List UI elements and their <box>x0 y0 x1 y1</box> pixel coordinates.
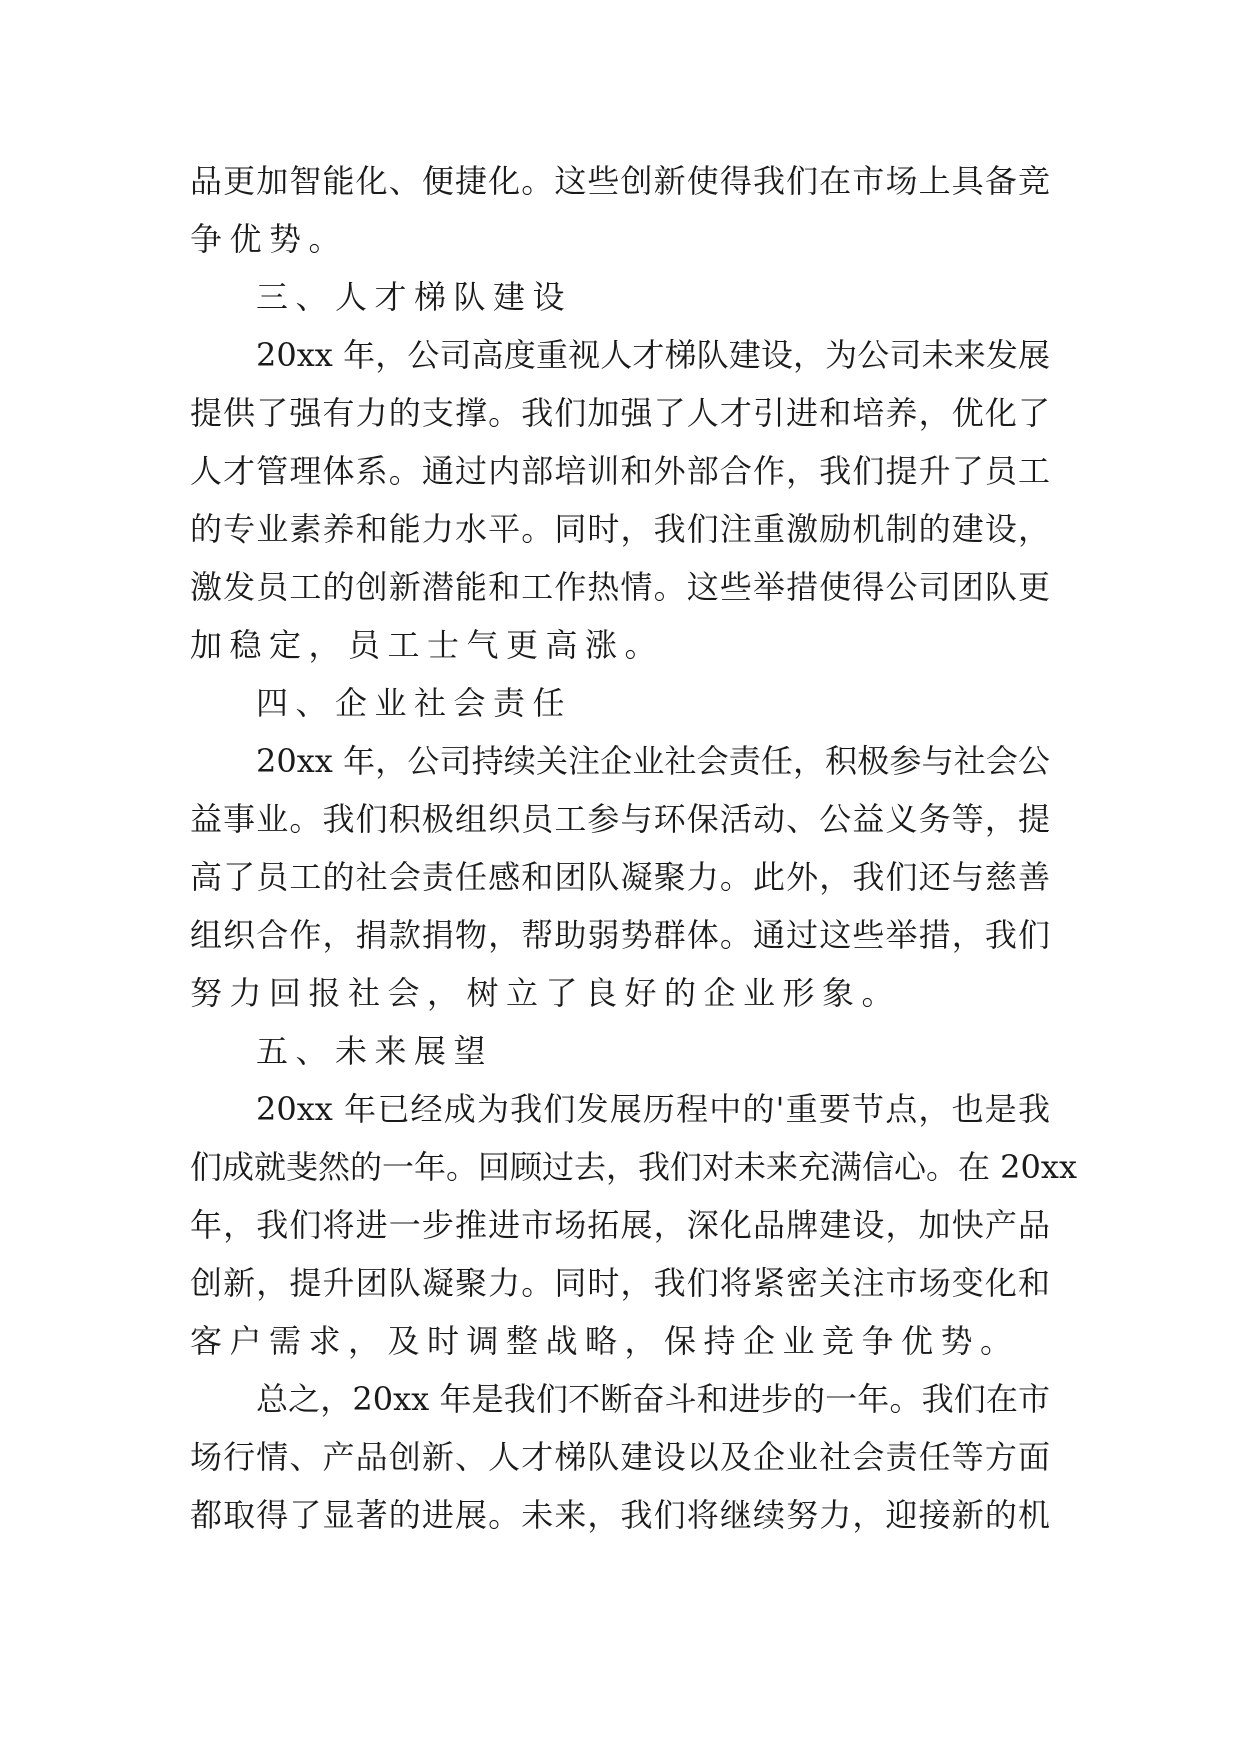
text-line: 20xx 年已经成为我们发展历程中的'重要节点，也是我 <box>256 1090 1050 1128</box>
text-line: 加稳定，员工士气更高涨。 <box>190 626 665 664</box>
text-line: 努力回报社会，树立了良好的企业形象。 <box>190 974 902 1012</box>
text-line: 的专业素养和能力水平。同时，我们注重激励机制的建设， <box>190 510 1050 548</box>
text-line: 争优势。 <box>190 220 349 258</box>
text-line: 场行情、产品创新、人才梯队建设以及企业社会责任等方面 <box>190 1438 1050 1476</box>
text-line: 激发员工的创新潜能和工作热情。这些举措使得公司团队更 <box>190 568 1050 606</box>
text-line: 年，我们将进一步推进市场拓展，深化品牌建设，加快产品 <box>190 1206 1050 1244</box>
text-line: 客户需求，及时调整战略，保持企业竞争优势。 <box>190 1322 1020 1360</box>
text-line: 20xx 年，公司高度重视人才梯队建设，为公司未来发展 <box>256 336 1050 374</box>
text-line: 提供了强有力的支撑。我们加强了人才引进和培养，优化了 <box>190 394 1050 432</box>
text-line: 创新，提升团队凝聚力。同时，我们将紧密关注市场变化和 <box>190 1264 1050 1302</box>
text-line: 都取得了显著的进展。未来，我们将继续努力，迎接新的机 <box>190 1496 1050 1534</box>
text-line: 益事业。我们积极组织员工参与环保活动、公益义务等，提 <box>190 800 1050 838</box>
text-line: 总之，20xx 年是我们不断奋斗和进步的一年。我们在市 <box>256 1380 1050 1418</box>
text-line: 人才管理体系。通过内部培训和外部合作，我们提升了员工 <box>190 452 1050 490</box>
text-line: 三、人才梯队建设 <box>256 278 573 316</box>
text-line: 组织合作，捐款捐物，帮助弱势群体。通过这些举措，我们 <box>190 916 1050 954</box>
text-line: 品更加智能化、便捷化。这些创新使得我们在市场上具备竞 <box>190 162 1050 200</box>
text-line: 四、企业社会责任 <box>256 684 573 722</box>
text-line: 20xx 年，公司持续关注企业社会责任，积极参与社会公 <box>256 742 1050 780</box>
document-body <box>190 152 1077 1544</box>
text-line: 高了员工的社会责任感和团队凝聚力。此外，我们还与慈善 <box>190 858 1050 896</box>
text-line: 五、未来展望 <box>256 1032 494 1070</box>
text-line: 们成就斐然的一年。回顾过去，我们对未来充满信心。在 20xx <box>190 1148 1077 1186</box>
